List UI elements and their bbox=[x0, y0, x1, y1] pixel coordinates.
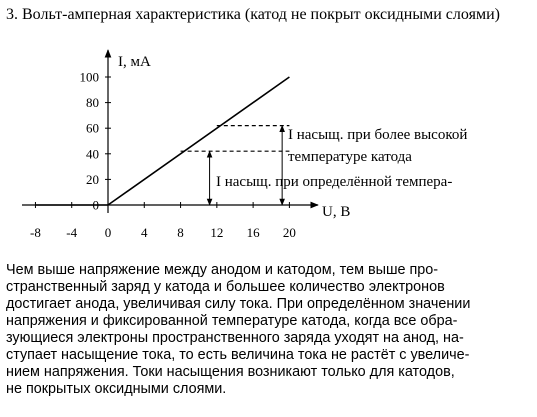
y-tick-label: 40 bbox=[86, 146, 99, 162]
y-axis-label: I, мА bbox=[118, 54, 151, 70]
y-tick-label: 0 bbox=[92, 197, 99, 213]
y-tick-label: 60 bbox=[86, 120, 99, 136]
x-tick-label: -8 bbox=[30, 225, 41, 240]
section-heading: 3. Вольт-амперная характеристика (катод не покрыт оксидными слоями) bbox=[6, 6, 500, 23]
chart-annotations bbox=[210, 126, 468, 205]
x-tick-label: -4 bbox=[66, 225, 78, 240]
annotation-label: I насыщ. при более высокой bbox=[288, 127, 468, 143]
annotation-label: температуре катода bbox=[288, 149, 412, 165]
x-tick-label: 20 bbox=[282, 225, 296, 240]
y-tick-label: 100 bbox=[79, 69, 99, 85]
x-tick-label: 12 bbox=[210, 225, 224, 240]
x-tick-label: 16 bbox=[246, 225, 260, 240]
x-tick-label: 4 bbox=[141, 225, 148, 240]
y-tick-label: 80 bbox=[86, 95, 99, 111]
body-paragraph: Чем выше напряжение между анодом и катодом, тем выше про- странственный заряд у катода и большее количество электронов достигает анода, увеличивая силу тока. При определённом значении напряжения и фиксированной температуре катода, когда все обра- зующиеся электроны пространственного заряда уходят на анод, на- ступает насыщение тока, то есть величина тока не растёт с увеличе- нием напряжения. Токи насыщения возникают только для катодов, не покрытых оксидными слоями. bbox=[6, 262, 471, 397]
x-tick-label: 8 bbox=[177, 225, 184, 240]
chart-ticks bbox=[30, 70, 296, 241]
x-tick-label: 0 bbox=[104, 225, 112, 240]
y-tick-label: 20 bbox=[86, 171, 99, 187]
annotation-label: I насыщ. при определённой темпера- bbox=[216, 174, 453, 190]
x-axis-label: U, В bbox=[322, 204, 351, 220]
